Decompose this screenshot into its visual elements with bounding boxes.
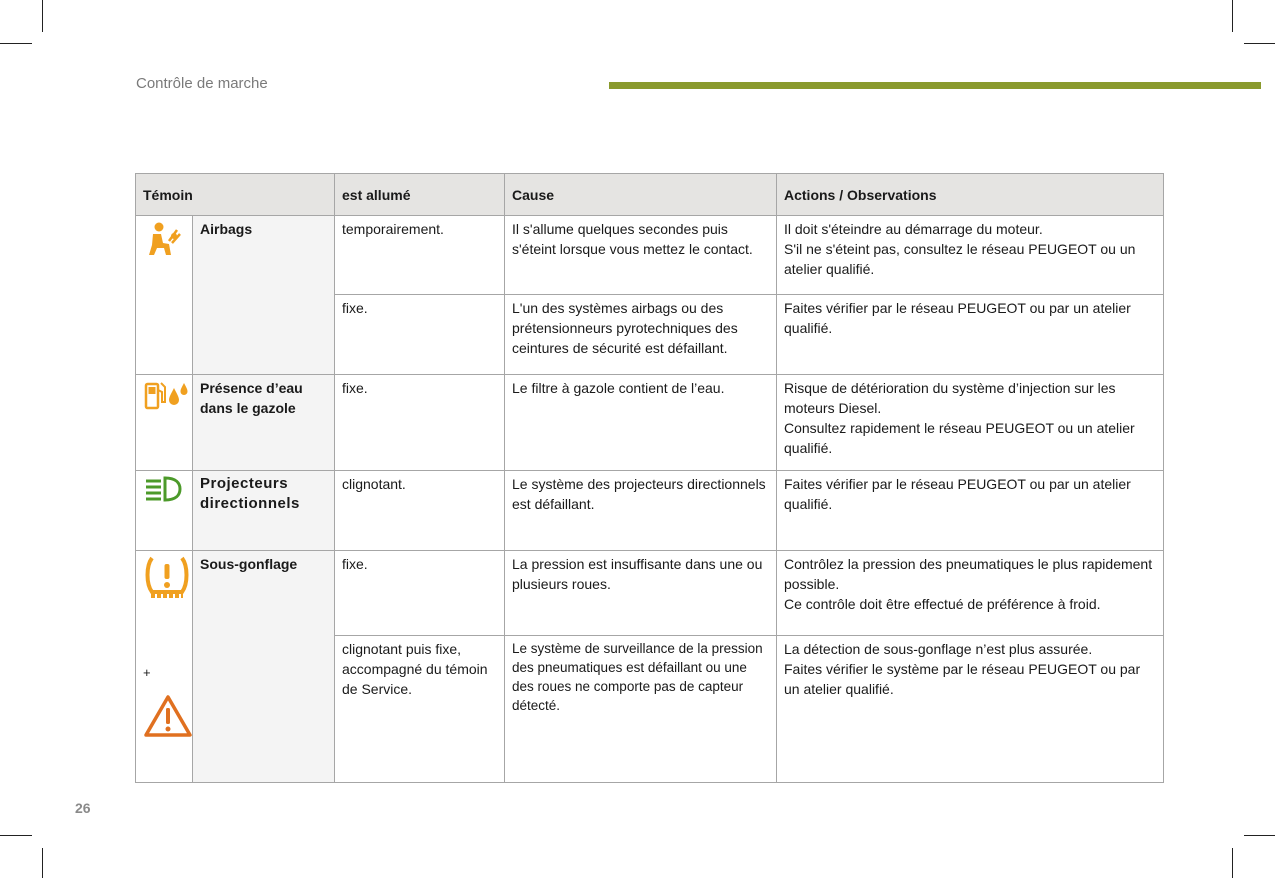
action-line: Contrôlez la pression des pneumatiques le plus rapidement possible. [784, 556, 1153, 592]
column-header-cause: Cause [505, 174, 777, 216]
action-line: Ce contrôle doit être effectué de préférence à froid. [784, 596, 1101, 612]
airbags-name: Airbags [193, 216, 335, 375]
tyres-cause-1: La pression est insuffisante dans une ou plusieurs roues. [505, 551, 777, 636]
water-in-diesel-name: Présence d’eau dans le gazole [193, 375, 335, 471]
headlamps-state: clignotant. [335, 471, 505, 551]
airbags-cause-1: Il s'allume quelques secondes puis s'éteint lorsque vous mettez le contact. [505, 216, 777, 295]
warning-lights-table [135, 173, 1164, 783]
section-accent-bar [609, 82, 1261, 89]
fuel-water-icon-cell [136, 375, 193, 471]
column-header-actions: Actions / Observations [777, 174, 1164, 216]
tyre-icons-cell [136, 551, 193, 783]
fuel-water-icon [143, 378, 189, 412]
airbags-state-1: temporairement. [335, 216, 505, 295]
section-title: Contrôle de marche [136, 75, 268, 92]
crop-mark [42, 848, 43, 878]
headlamp-icon-cell [136, 471, 193, 551]
directional-headlamps-name: Projecteurs directionnels [193, 471, 335, 551]
action-line: La détection de sous-gonflage n’est plus assurée. [784, 641, 1093, 657]
airbag-icon [143, 219, 183, 259]
crop-mark [0, 835, 32, 836]
table-header-row [136, 174, 1164, 216]
tyres-state-2: clignotant puis fixe, accompagné du témoin de Service. [335, 636, 505, 783]
water-actions [777, 375, 1164, 471]
plus-sign: + [143, 665, 151, 680]
airbags-state-2: fixe. [335, 295, 505, 375]
tyres-actions-1 [777, 551, 1164, 636]
action-line: Faites vérifier le système par le réseau PEUGEOT ou par un atelier qualifié. [784, 661, 1141, 697]
crop-mark [1244, 43, 1275, 44]
water-cause: Le filtre à gazole contient de l’eau. [505, 375, 777, 471]
crop-mark [42, 0, 43, 32]
tyres-cause-2: Le système de surveillance de la pression des pneumatiques est défaillant ou une des roues ne comporte pas de capteur détecté. [505, 636, 777, 783]
service-warning-icon [143, 693, 193, 739]
action-line: Consultez rapidement le réseau PEUGEOT ou un atelier qualifié. [784, 420, 1135, 456]
directional-headlamp-icon [143, 474, 183, 504]
crop-mark [1232, 0, 1233, 32]
water-state: fixe. [335, 375, 505, 471]
crop-mark [1244, 835, 1275, 836]
table-row [136, 471, 1164, 551]
airbag-icon-cell [136, 216, 193, 375]
page-number: 26 [75, 800, 91, 816]
airbags-actions-1 [777, 216, 1164, 295]
action-line: S'il ne s'éteint pas, consultez le réseau PEUGEOT ou un atelier qualifié. [784, 241, 1136, 277]
table-row [136, 216, 1164, 295]
action-line: Risque de détérioration du système d’injection sur les moteurs Diesel. [784, 380, 1116, 416]
crop-mark [0, 43, 32, 44]
column-header-state: est allumé [335, 174, 505, 216]
action-line: Il doit s'éteindre au démarrage du moteur. [784, 221, 1043, 237]
airbags-actions-2: Faites vérifier par le réseau PEUGEOT ou par un atelier qualifié. [777, 295, 1164, 375]
table-row [136, 375, 1164, 471]
under-inflation-name: Sous-gonflage [193, 551, 335, 783]
airbags-cause-2: L'un des systèmes airbags ou des prétensionneurs pyrotechniques des ceintures de sécurité est défaillant. [505, 295, 777, 375]
headlamps-actions: Faites vérifier par le réseau PEUGEOT ou par un atelier qualifié. [777, 471, 1164, 551]
tyres-actions-2 [777, 636, 1164, 783]
headlamps-cause: Le système des projecteurs directionnels est défaillant. [505, 471, 777, 551]
table-row [136, 551, 1164, 636]
crop-mark [1232, 848, 1233, 878]
column-header-temoin: Témoin [136, 174, 335, 216]
tyre-pressure-icon [143, 554, 191, 602]
tyres-state-1: fixe. [335, 551, 505, 636]
